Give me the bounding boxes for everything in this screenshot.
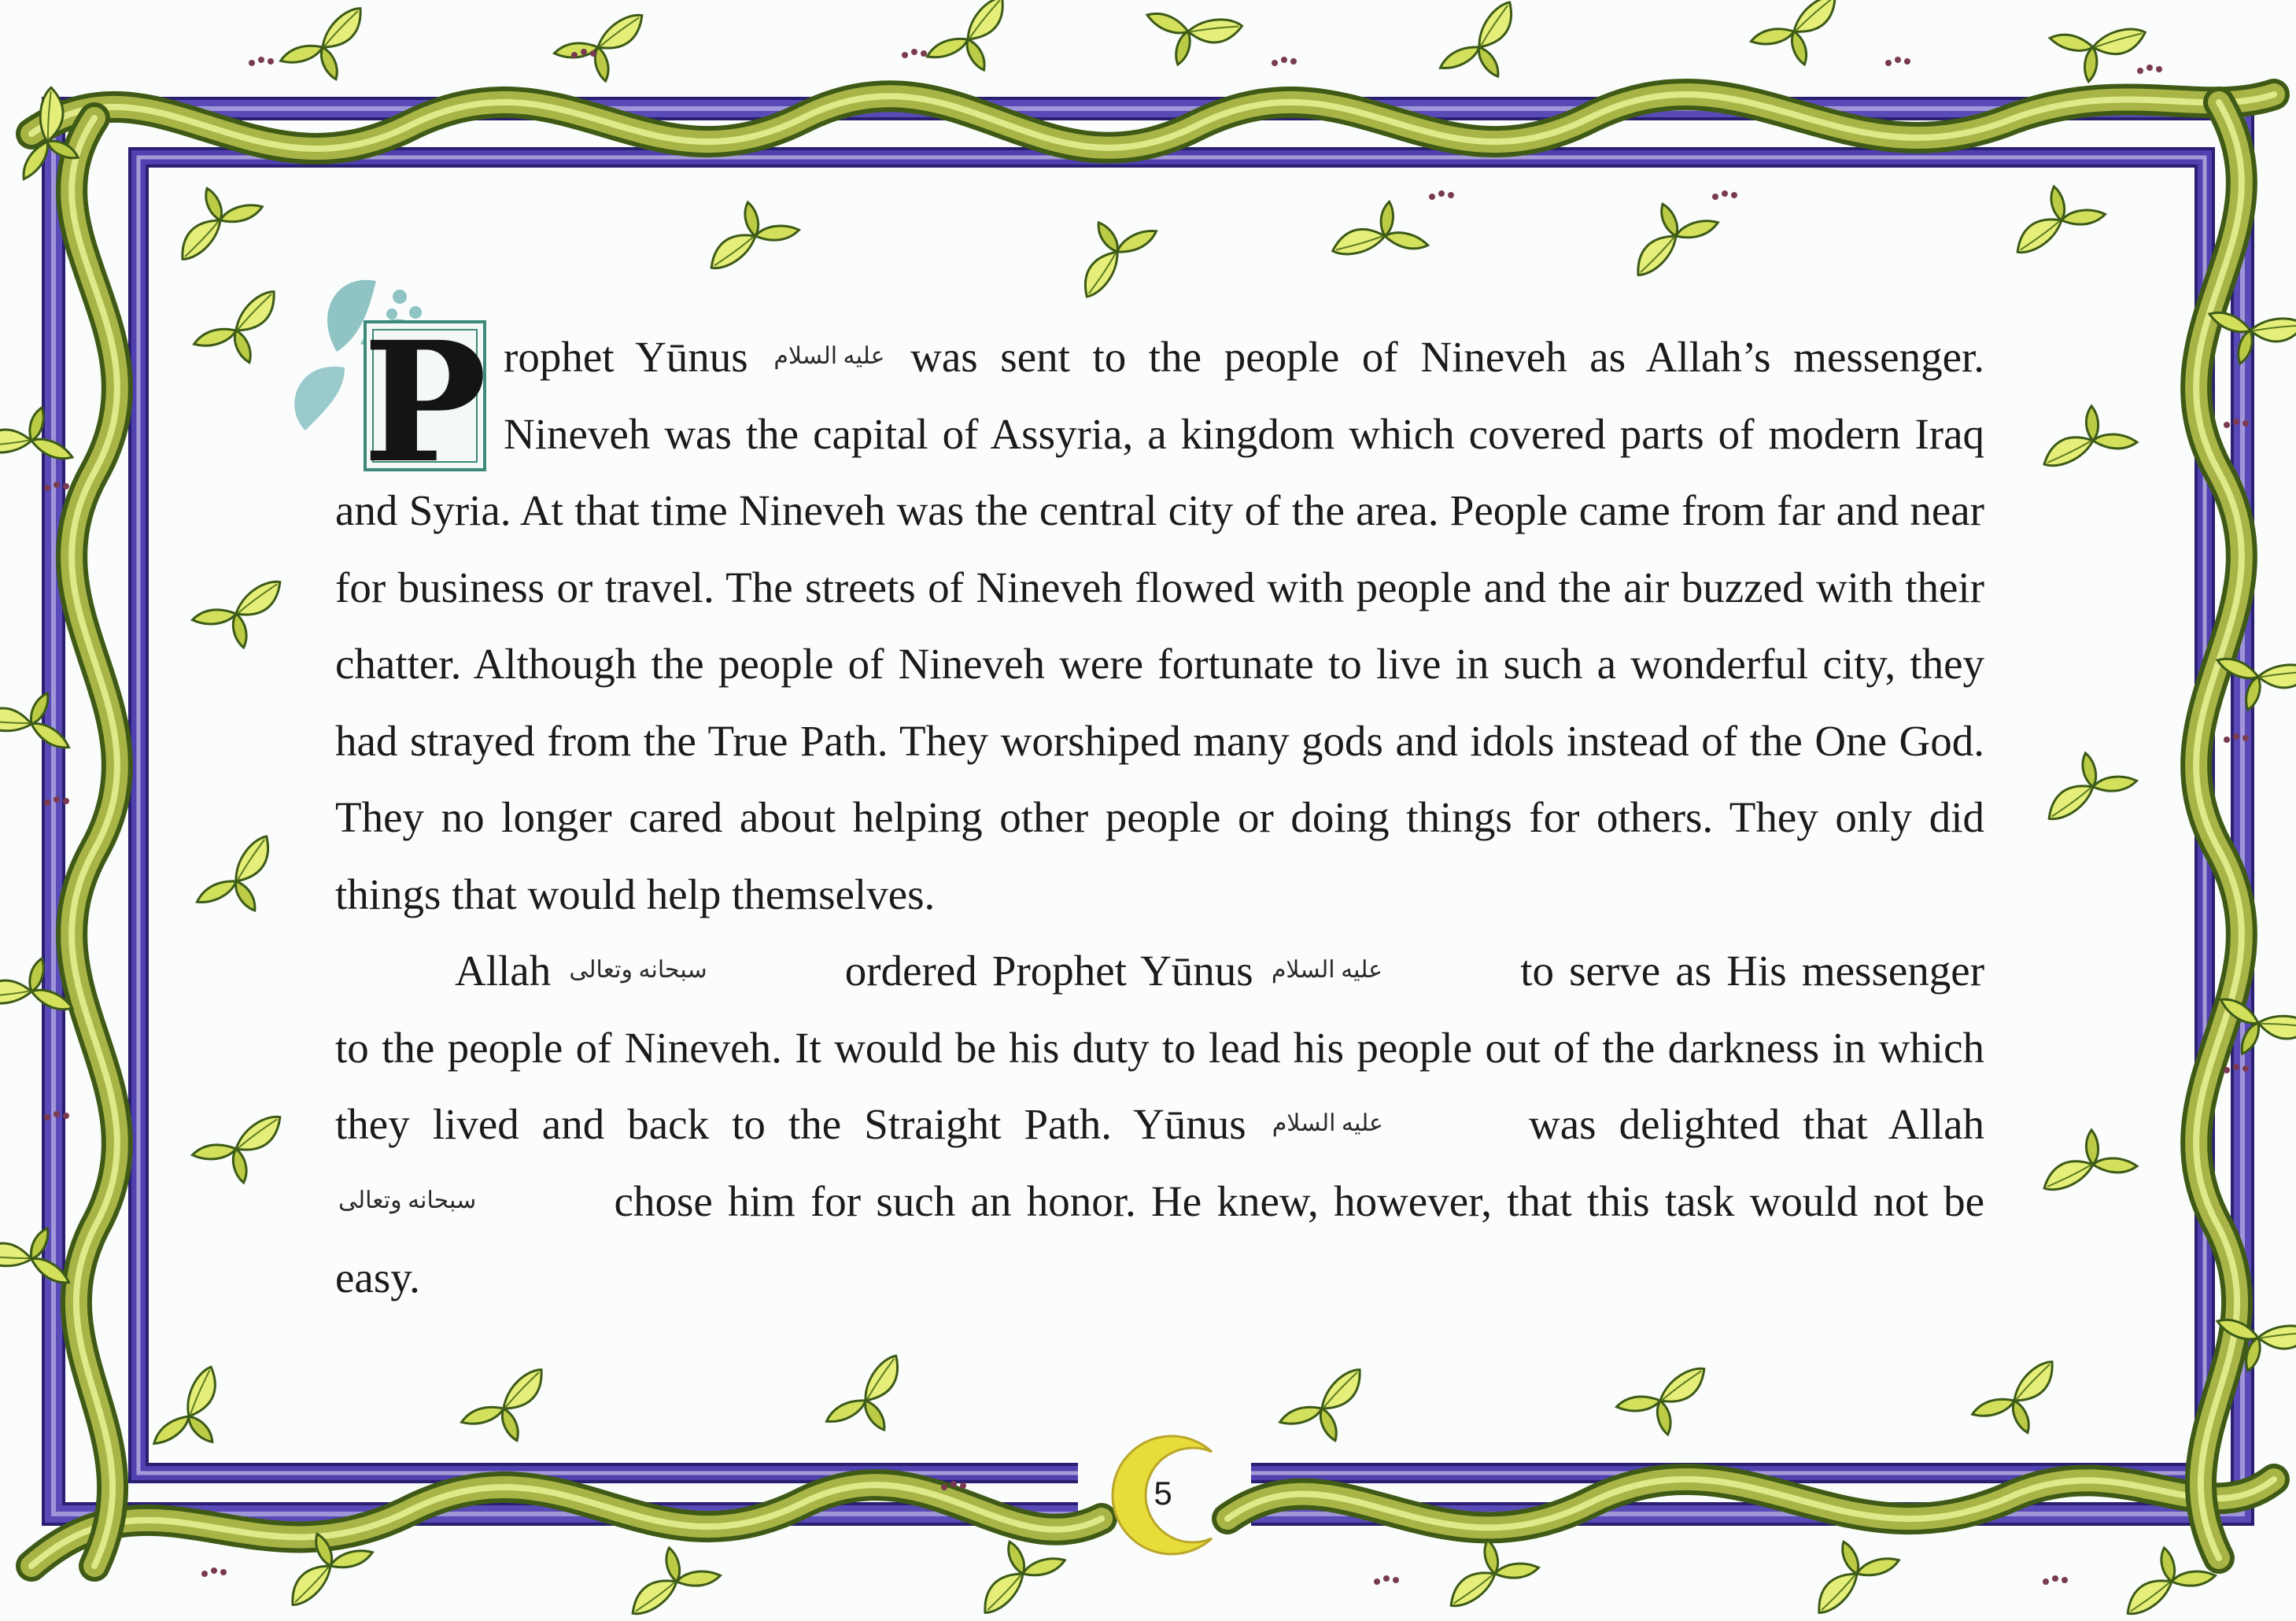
drop-cap-letter: P <box>363 305 487 500</box>
vine-left <box>72 118 117 1566</box>
text-segment: chose him for such an honor. He knew, however, that this task would not be easy. <box>335 1176 1985 1302</box>
honorific-calligraphy: سبحانه وتعالى <box>569 957 707 984</box>
honorific-calligraphy: عليه السلام <box>1271 957 1383 984</box>
text-segment: was sent to the people of Nineveh as Allah’s messenger. Nineveh was the capital of Assyria, a kingdom which covered parts of modern Iraq and Syria. At that time Nineveh was the central city of the area. People came from far and near for business or travel. The streets of Nineveh flowed with people and the air buzzed with their chatter. Although the people of Nineveh were fortunate to live in such a wonderful city, they had strayed from the True Path. They worshiped many gods and idols instead of the One God. They no longer cared about helping other people or doing things for others. They only did things that would help themselves. <box>335 333 1985 918</box>
page-number: 5 <box>1154 1475 1172 1512</box>
drop-cap-ornament <box>334 305 496 500</box>
honorific-calligraphy: عليه السلام <box>773 343 885 370</box>
paragraph-1 <box>335 305 1985 932</box>
text-segment: was delighted that Allah <box>1528 1100 1984 1148</box>
paragraph-2 <box>335 932 1984 1316</box>
text-segment: rophet Yūnus <box>504 333 748 381</box>
text-segment: ordered Prophet Yūnus <box>844 947 1253 995</box>
story-text <box>335 305 1985 1316</box>
honorific-calligraphy: سبحانه وتعالى <box>338 1187 477 1213</box>
text-segment: to serve as His messenger to the people of Nineveh. It would be his duty to lead his people out of the darkness in which they lived and back to the Straight Path. Yūnus <box>335 947 1985 1148</box>
honorific-calligraphy: عليه السلام <box>1272 1110 1383 1137</box>
text-segment: Allah <box>455 947 552 995</box>
